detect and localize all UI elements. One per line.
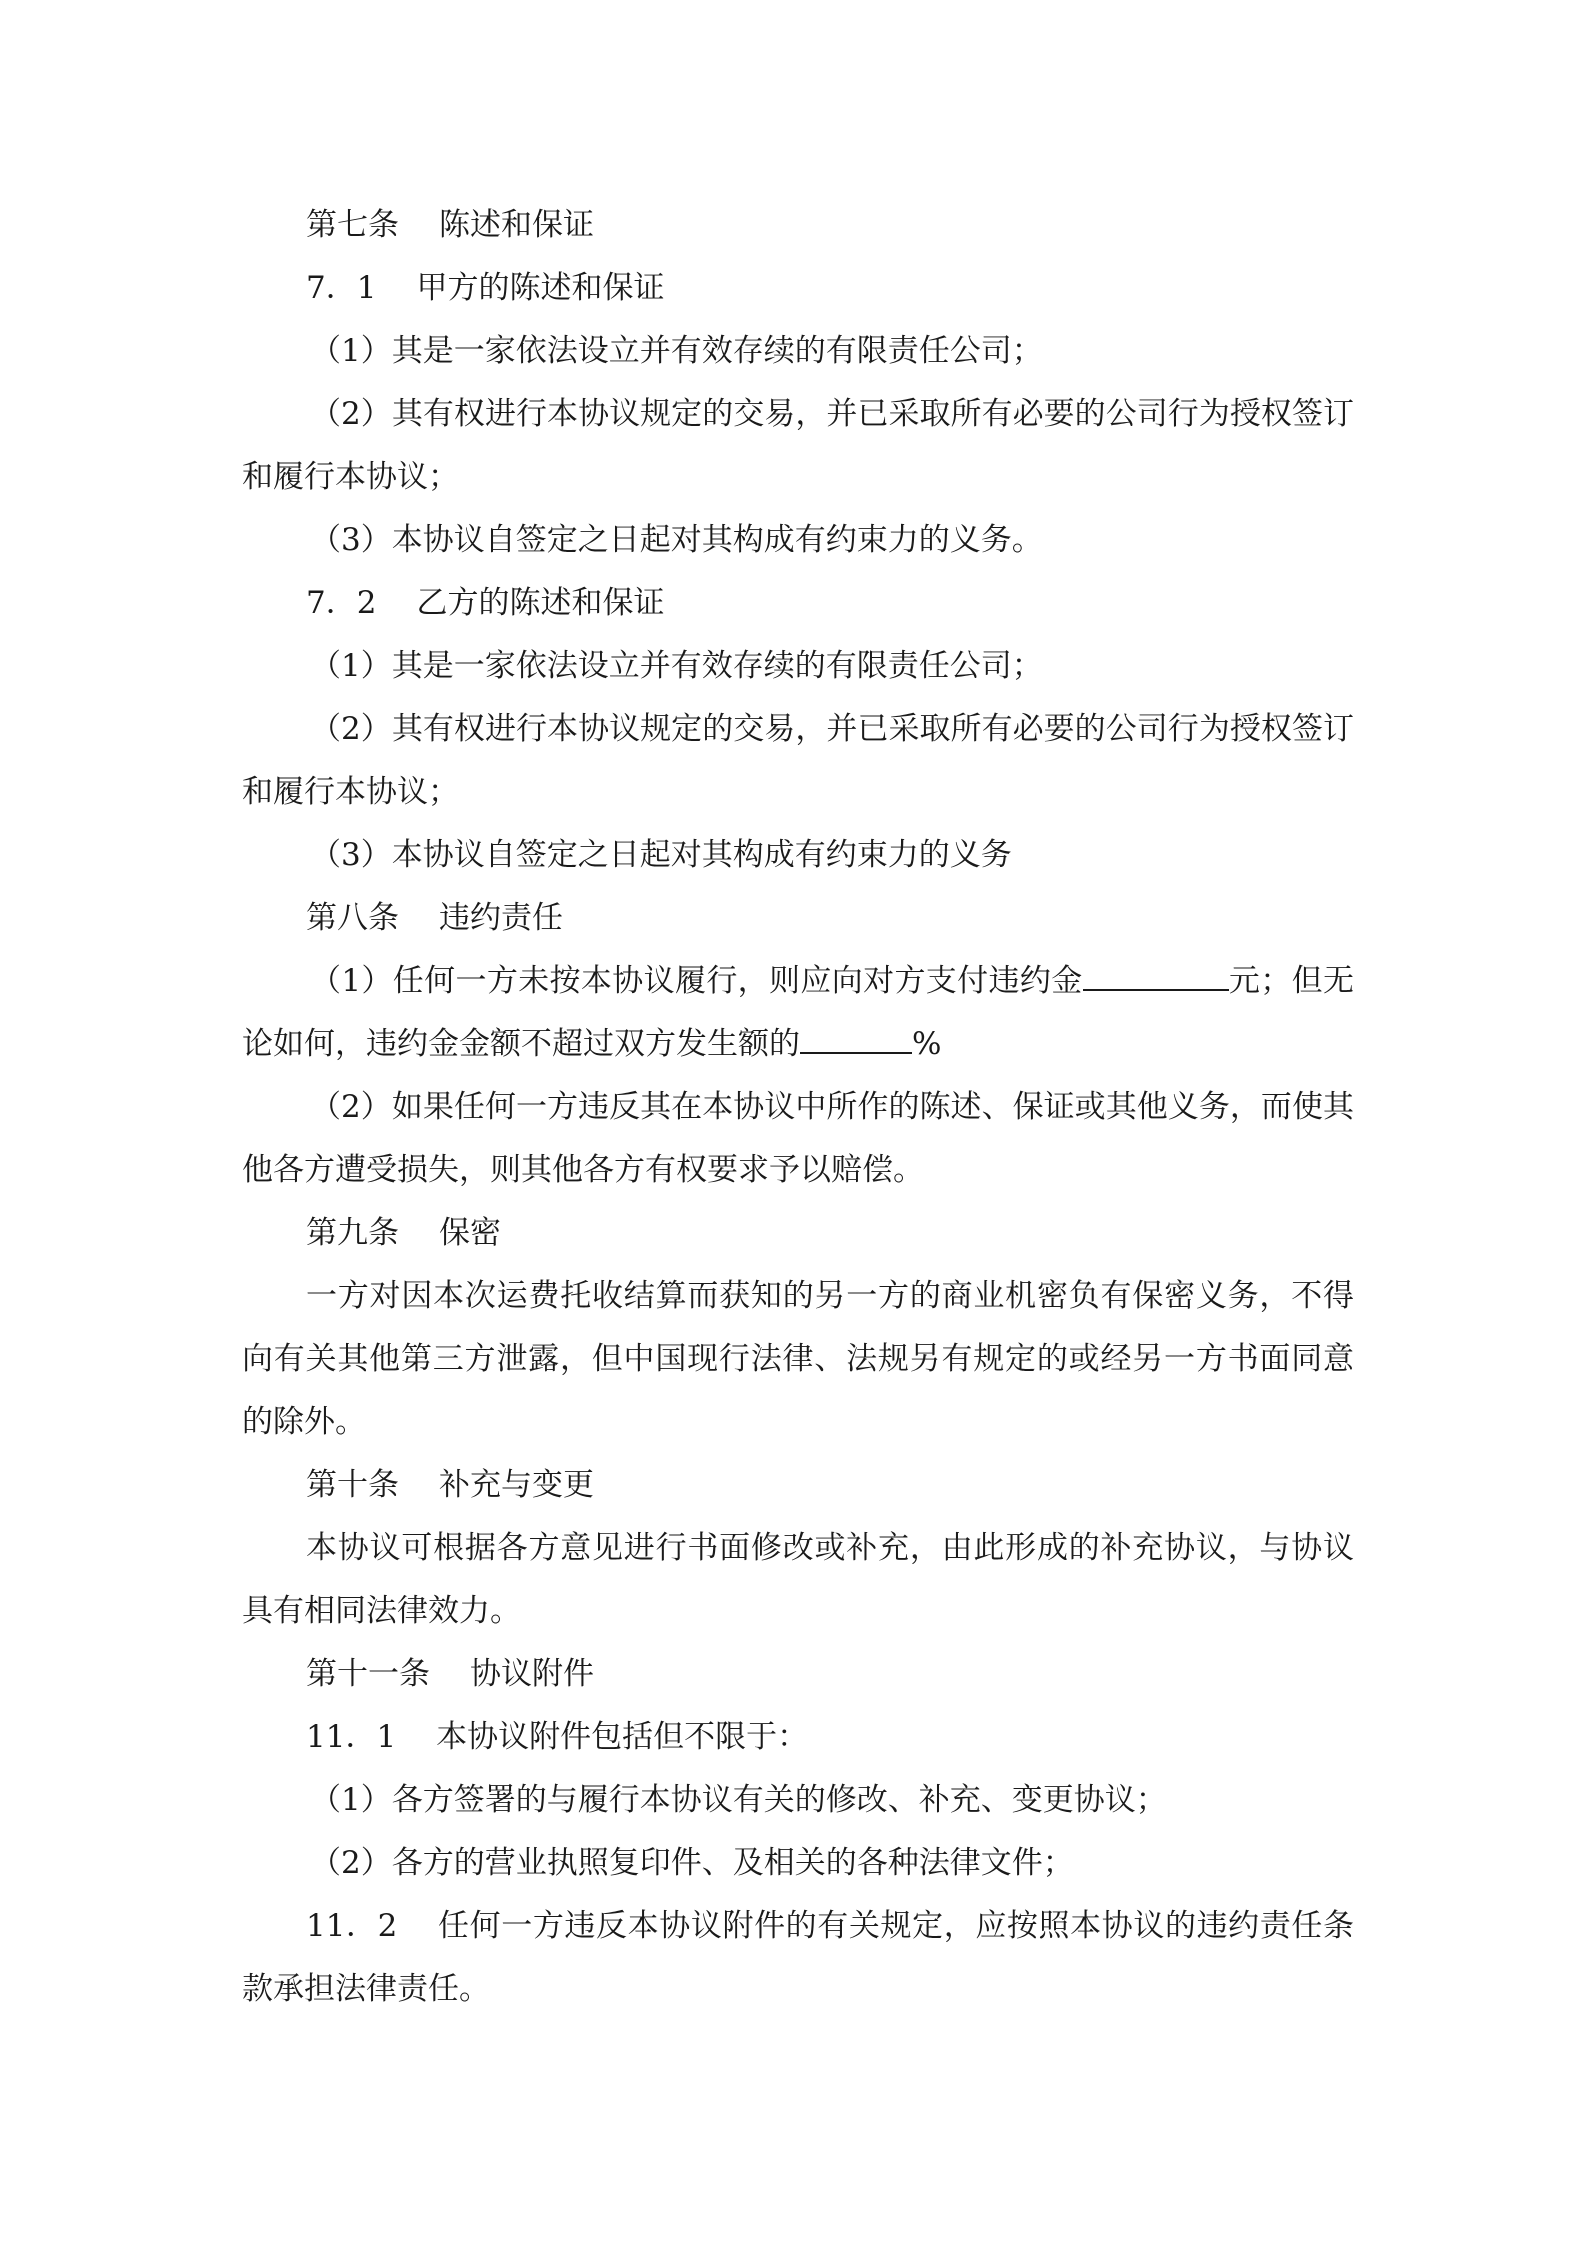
article-8-item-1-part-b: 元；但无论如何，违约金金额不超过双方发生额的: [242, 963, 1354, 1062]
section-7-2-item-3: （3）本协议自签定之日起对其构成有约束力的义务: [310, 837, 1012, 873]
article-9-body: 一方对因本次运费托收结算而获知的另一方的商业机密负有保密义务，不得向有关其他第三方泄露，但中国现行法律、法规另有规定的或经另一方书面同意的除外。: [242, 1278, 1354, 1440]
section-7-2-item-2: （2）其有权进行本协议规定的交易，并已采取所有必要的公司行为授权签订和履行本协议；: [242, 711, 1354, 810]
section-7-1-item-3: （3）本协议自签定之日起对其构成有约束力的义务。: [310, 522, 1043, 558]
article-8-title: 违约责任: [439, 900, 563, 936]
article-11-heading: [242, 1643, 1354, 1706]
section-11-1-title: 本协议附件包括但不限于：: [436, 1719, 809, 1755]
article-8-number: 第八条: [306, 900, 399, 936]
section-11-2-number: 11．2: [306, 1908, 398, 1944]
article-7-title: 陈述和保证: [439, 207, 594, 243]
section-11-1-heading: [242, 1706, 1354, 1769]
section-11-1-number: 11．1: [306, 1719, 397, 1755]
article-10-body: 本协议可根据各方意见进行书面修改或补充，由此形成的补充协议，与协议具有相同法律效力。: [242, 1530, 1354, 1629]
article-10-title: 补充与变更: [439, 1467, 594, 1503]
article-10-heading: [242, 1454, 1354, 1517]
article-11-number: 第十一条: [306, 1656, 430, 1692]
article-7-number: 第七条: [306, 207, 399, 243]
article-9-number: 第九条: [306, 1215, 399, 1251]
article-8-item-1: [242, 950, 1354, 1076]
section-7-2-heading: [242, 572, 1354, 635]
article-9-heading: [242, 1202, 1354, 1265]
article-11-title: 协议附件: [470, 1656, 594, 1692]
penalty-amount-blank[interactable]: [1083, 963, 1229, 991]
section-7-2-title: 乙方的陈述和保证: [416, 585, 665, 621]
document-body: [242, 194, 1354, 2021]
section-11-2-body: 任何一方违反本协议附件的有关规定，应按照本协议的违约责任条款承担法律责任。: [242, 1908, 1355, 2007]
article-7-heading: [242, 194, 1354, 257]
section-7-1-title: 甲方的陈述和保证: [416, 270, 665, 306]
section-11-1-item-2: （2）各方的营业执照复印件、及相关的各种法律文件；: [310, 1845, 1074, 1881]
article-8-item-1-part-a: （1）任何一方未按本协议履行，则应向对方支付违约金: [310, 963, 1083, 999]
section-11-2-paragraph: [242, 1895, 1354, 2021]
section-11-1-item-1: （1）各方签署的与履行本协议有关的修改、补充、变更协议；: [310, 1782, 1167, 1818]
section-7-1-item-1: （1）其是一家依法设立并有效存续的有限责任公司；: [310, 333, 1043, 369]
penalty-percent-blank[interactable]: [800, 1026, 912, 1054]
section-7-2-number: 7．2: [306, 585, 377, 621]
article-8-heading: [242, 887, 1354, 950]
article-10-number: 第十条: [306, 1467, 399, 1503]
section-7-1-heading: [242, 257, 1354, 320]
section-7-2-item-1: （1）其是一家依法设立并有效存续的有限责任公司；: [310, 648, 1043, 684]
article-8-item-2: （2）如果任何一方违反其在本协议中所作的陈述、保证或其他义务，而使其他各方遭受损失，则其他各方有权要求予以赔偿。: [242, 1089, 1354, 1188]
article-8-item-1-part-c: %: [912, 1026, 942, 1062]
section-7-1-item-2: （2）其有权进行本协议规定的交易，并已采取所有必要的公司行为授权签订和履行本协议；: [242, 396, 1354, 495]
section-7-1-number: 7．1: [306, 270, 377, 306]
article-9-title: 保密: [439, 1215, 501, 1251]
